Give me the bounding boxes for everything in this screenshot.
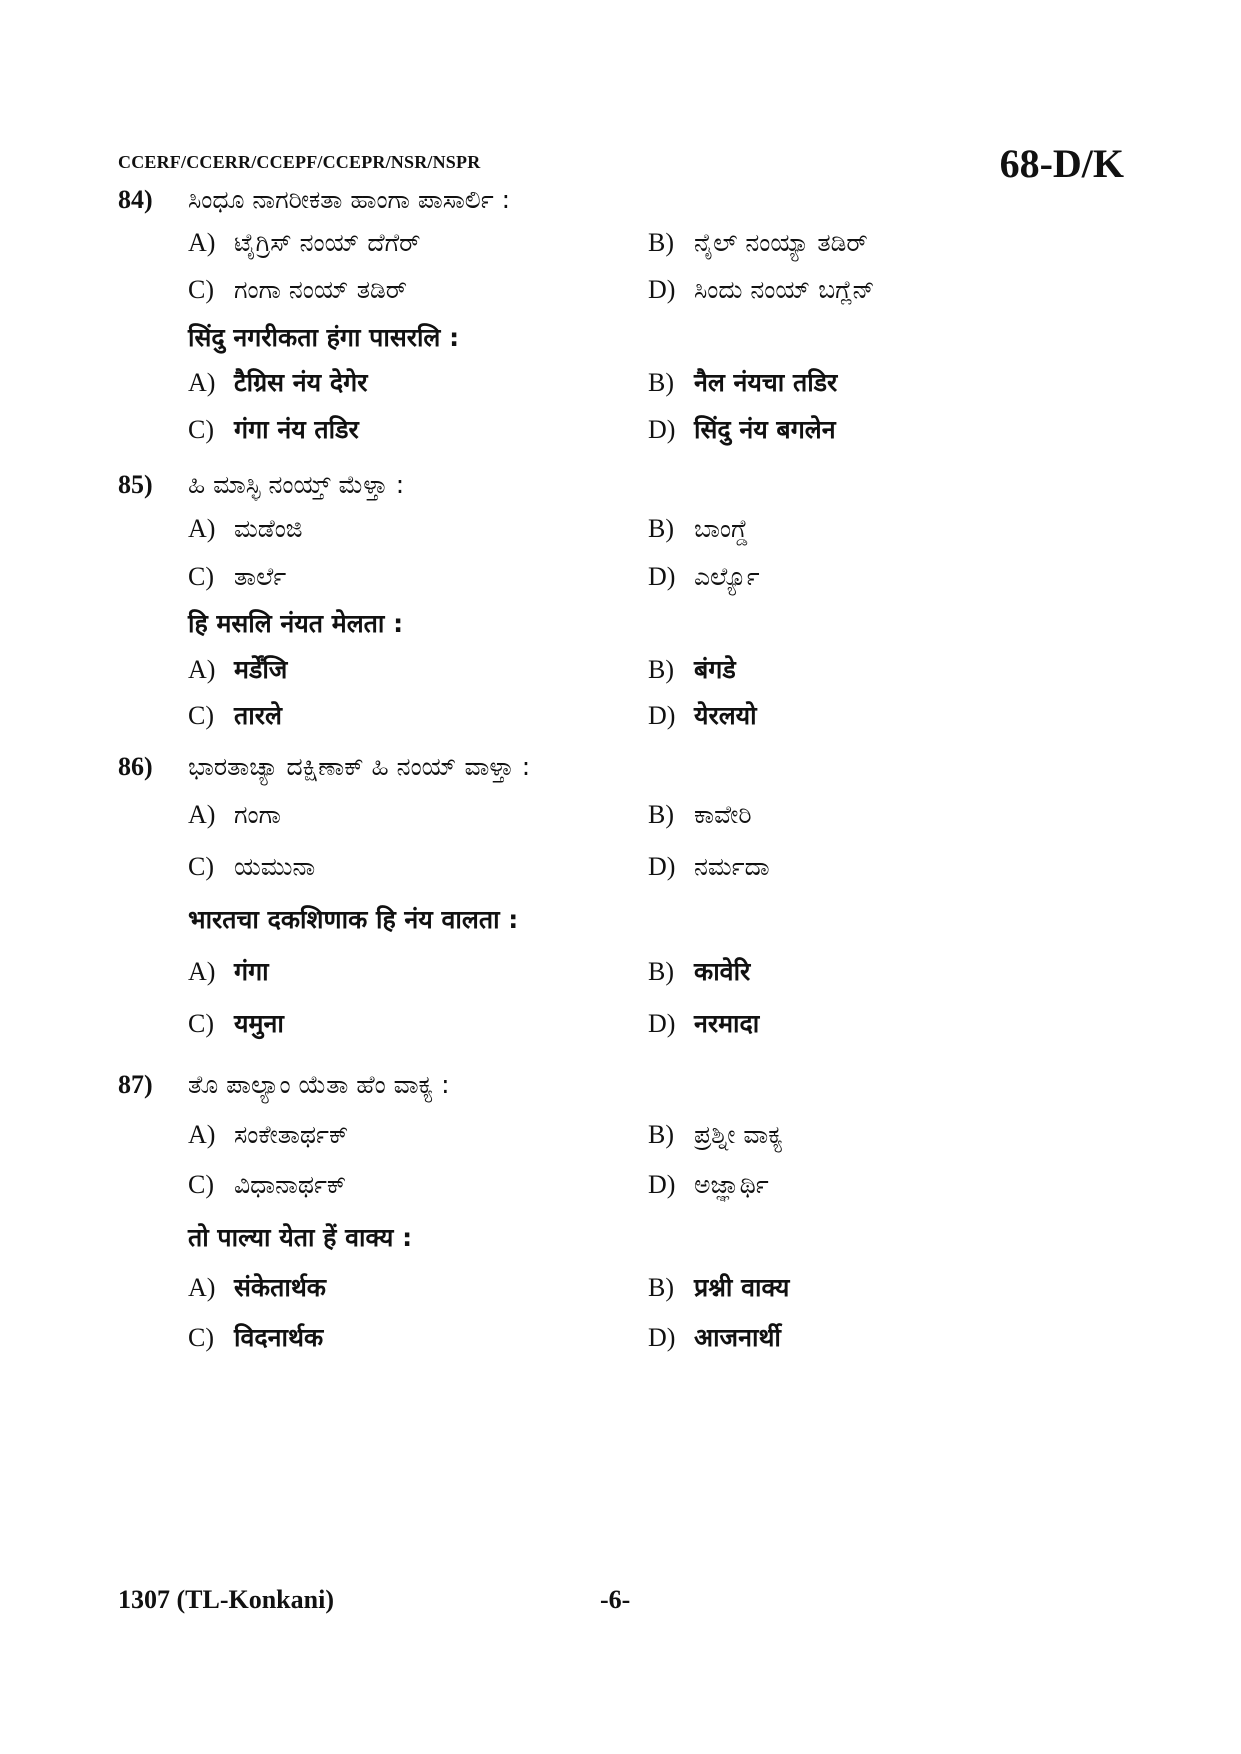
option-b-devanagari: B) प्रश्नी वाक्य	[648, 1273, 790, 1302]
option-c-devanagari: C) विदनार्थक	[188, 1323, 324, 1352]
option-a-devanagari: A) टैग्रिस नंय देगेर	[188, 368, 368, 397]
option-b-devanagari: B) नैल नंयचा तडिर	[648, 368, 838, 397]
option-b-kannada: B) ಬಾಂಗ್ಡೆ	[648, 514, 749, 543]
question-text-kannada: ಸಿಂಧೂ ನಾಗರೀಕತಾ ಹಾಂಗಾ ಪಾಸಾರ್ಲಿ :	[188, 185, 511, 214]
option-c-kannada: C) ತಾರ್ಲೆ	[188, 562, 287, 591]
option-a-devanagari: A) मर्डेंजि	[188, 655, 288, 684]
option-a-kannada: A) ಗಂಗಾ	[188, 800, 281, 829]
question-text-kannada: ತೊ ಪಾಲ್ಯಾಂ ಯೆತಾ ಹೆಂ ವಾಕ್ಯ :	[188, 1070, 450, 1099]
option-a-devanagari: A) संकेतार्थक	[188, 1273, 327, 1302]
question-text-devanagari: हि मसलि नंयत मेलता :	[188, 609, 404, 638]
question-stem	[118, 185, 510, 215]
option-a-kannada: A) ಟೈಗ್ರಿಸ್ ನಂಯ್ ದೆಗೆರ್	[188, 228, 421, 257]
question-text-devanagari: तो पाल्या येता हें वाक्य :	[188, 1223, 413, 1252]
question-number: 86)	[118, 752, 153, 781]
option-c-kannada: C) ವಿಧಾನಾರ್ಥಕ್	[188, 1170, 347, 1199]
option-d-kannada: D) ನರ್ಮದಾ	[648, 852, 770, 881]
option-d-devanagari: D) येरलयो	[648, 701, 757, 730]
option-b-devanagari: B) कावेरि	[648, 957, 751, 986]
question-stem	[118, 470, 404, 500]
option-b-devanagari: B) बंगडे	[648, 655, 736, 684]
option-c-devanagari: C) यमुना	[188, 1009, 284, 1038]
footer-paper-code: 1307 (TL-Konkani)	[118, 1585, 334, 1614]
option-c-kannada: C) ಗಂಗಾ ನಂಯ್ ತಡಿರ್	[188, 275, 408, 304]
option-d-kannada: D) ಅಜ್ಞಾರ್ಥಿ	[648, 1170, 769, 1199]
header-code: CCERF/CCERR/CCEPF/CCEPR/NSR/NSPR	[118, 152, 481, 172]
question-number: 84)	[118, 185, 153, 214]
question-text-kannada: ಹಿ ಮಾಸ್ಳಿ ನಂಯ್ತ್ ಮೆಳ್ತಾ :	[188, 470, 405, 499]
option-b-kannada: B) ಪ್ರಶ್ನೀ ವಾಕ್ಯ	[648, 1120, 783, 1149]
option-c-devanagari: C) तारले	[188, 701, 282, 730]
question-number: 85)	[118, 470, 153, 499]
option-a-kannada: A) ಸಂಕೇತಾರ್ಥಕ್	[188, 1120, 349, 1149]
question-number: 87)	[118, 1070, 153, 1099]
option-c-devanagari: C) गंगा नंय तडिर	[188, 415, 359, 444]
question-text-devanagari: सिंदु नगरीकता हंगा पासरलि :	[188, 323, 460, 352]
question-stem	[118, 1070, 450, 1100]
page-number: -6-	[600, 1585, 631, 1614]
option-b-kannada: B) ಕಾವೇರಿ	[648, 800, 752, 829]
option-b-kannada: B) ನೈಲ್ ನಂಯ್ಯಾ ತಡಿರ್	[648, 228, 868, 257]
option-d-devanagari: D) नरमादा	[648, 1009, 760, 1038]
option-a-kannada: A) ಮಡೆಂಜಿ	[188, 514, 303, 543]
option-d-kannada: D) ಎರ್ಲ್ಯೊ	[648, 562, 760, 591]
question-text-kannada: ಭಾರತಾಚ್ಯಾ ದಕ್ಷಿಣಾಕ್ ಹಿ ನಂಯ್ ವಾಳ್ತಾ :	[188, 752, 531, 781]
option-c-kannada: C) ಯಮುನಾ	[188, 852, 316, 881]
question-text-devanagari: भारतचा दकशिणाक हि नंय वालता :	[188, 905, 519, 934]
option-a-devanagari: A) गंगा	[188, 957, 269, 986]
option-d-devanagari: D) आजनार्थी	[648, 1323, 781, 1352]
option-d-kannada: D) ಸಿಂದು ನಂಯ್ ಬಗ್ಲೆನ್	[648, 275, 875, 304]
paper-id: 68-D/K	[999, 141, 1124, 186]
option-d-devanagari: D) सिंदु नंय बगलेन	[648, 415, 836, 444]
question-stem	[118, 752, 530, 782]
